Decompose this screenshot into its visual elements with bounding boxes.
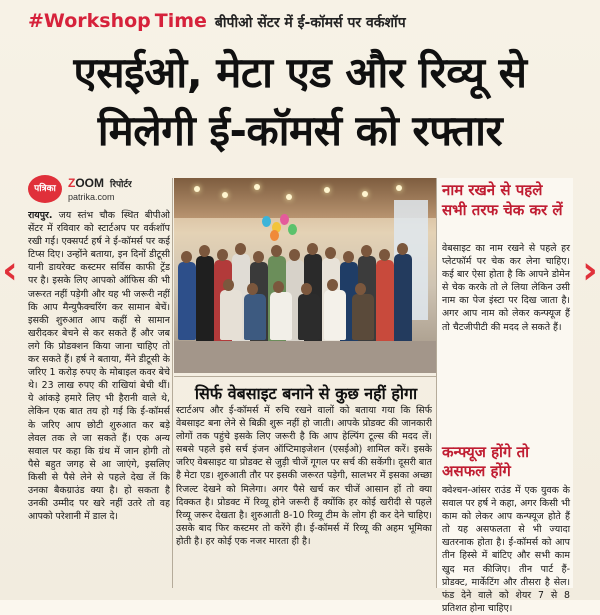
person-head	[379, 249, 390, 261]
person-figure	[324, 290, 346, 340]
person-figure	[394, 254, 412, 346]
site-url: patrika.com	[68, 192, 115, 202]
headline-line-2: मिलेगी ई-कॉमर्स को रफ्तार	[97, 106, 503, 155]
person-head	[361, 245, 372, 257]
sidebar-text-2: क्वेश्चन-आंसर राउंड में एक युवक के सवाल पर हर्ष ने कहा, अगर किसी भी काम को लेकर आप कन्फ्यूज होते हैं तो यह असफलता से भी ज्यादा खतरनाक होता है। ई-कॉमर्स को आप तीन हिस्से में बांटिए और सभी काम खुद मत कीजिए। तीन पार्ट हैं- प्रोडक्ट, मार्केटिंग और तीसरा है सेल। फंड देने वाले को शेयर 7 से 8 प्रतिशत होना चाहिए।	[442, 485, 570, 614]
next-page-arrow-icon[interactable]: ›	[582, 248, 598, 292]
ceiling-light-icon	[222, 192, 228, 198]
person-head	[301, 283, 312, 295]
person-head	[325, 247, 336, 259]
photo-floor	[174, 341, 436, 373]
person-head	[223, 279, 234, 291]
person-figure	[352, 294, 374, 340]
person-head	[199, 245, 210, 257]
sidebar-box	[437, 178, 573, 614]
balloon-icon	[280, 214, 289, 225]
byline	[28, 175, 174, 205]
person-figure	[270, 292, 292, 340]
person-head	[247, 283, 258, 295]
article-mid-heading: सिर्फ वेबसाइट बनाने से कुछ नहीं होगा	[194, 384, 418, 403]
person-head	[181, 251, 192, 263]
headline-line-1: एसईओ, मेटा एड और रिव्यू से	[73, 48, 527, 97]
balloon-icon	[270, 230, 279, 241]
ceiling-light-icon	[324, 187, 330, 193]
tag-workshop: #Workshop	[28, 10, 151, 32]
sidebar-text-1: वेबसाइट का नाम रखने से पहले हर प्लेटफॉर्म पर चेक कर लेना चाहिए। कई बार ऐसा होता है कि आपने डोमेन से चेक करके तो ले लिया लेकिन उसी नाम का पेज इंस्टा पर दिख जाता है। अगर आप नाम को लेकर कन्फ्यूज हैं तो चैटजीपीटी की मदद ले सकते हैं।	[442, 243, 570, 333]
person-head	[273, 281, 284, 293]
person-head	[307, 243, 318, 255]
ceiling-light-icon	[286, 194, 292, 200]
ceiling-light-icon	[254, 184, 260, 190]
article-left-column	[28, 209, 170, 587]
person-figure	[220, 290, 242, 340]
person-head	[343, 251, 354, 263]
person-head	[271, 245, 282, 257]
reporter-label: रिपोर्टर	[110, 180, 132, 190]
person-head	[253, 251, 264, 263]
person-figure	[298, 294, 320, 340]
sidebar-heading-2: कन्फ्यूज होंगे तो असफल होंगे	[442, 443, 530, 480]
person-figure	[376, 260, 394, 344]
section-tagline	[28, 10, 406, 32]
person-figure	[244, 294, 266, 340]
tag-subtitle: बीपीओ सेंटर में ई-कॉमर्स पर वर्कशॉप	[214, 15, 406, 31]
patrika-logo: पत्रिका	[28, 175, 62, 203]
person-figure	[178, 262, 196, 340]
group-photo	[174, 178, 436, 373]
ceiling-light-icon	[396, 185, 402, 191]
column-divider-left	[172, 178, 173, 588]
zoom-logo: ZOOM	[68, 176, 105, 190]
dateline: रायपुर.	[28, 210, 53, 221]
article-mid-body: स्टार्टअप और ई-कॉमर्स में रुचि रखने वालों को बताया गया कि सिर्फ वेबसाइट बना लेने से बिक्री शुरू नहीं हो जाती। आपके प्रोडक्ट की जानकारी लोगों तक पहुंचे इसके लिए जरूरी है कि आप हेल्पिंग टूल्स की मदद लें। सबसे पहले इसे सर्च इंजन ऑप्टिमाइजेशन (एसईओ) शामिल करें। इसके जरिए वेबसाइट या प्रोडक्ट से जुड़ी चीजें गूगल पर सर्च की सकेंगी। दूसरी बात है मेटा एड। शुरुआती तौर पर इसकी जरूरत पड़ेगी, सालभर में इसका अच्छा रिजल्ट देखने को मिलेगा। अगर पैसे खर्च कर चीजें आसान हों तो क्या दिक्कत है। प्रोडक्ट में रिव्यू होने जरूरी हैं क्योंकि हर कोई खरीदी से पहले रिव्यू जरूर देखता है। शुरुआती 8-10 रिव्यू टीम के लोग ही कर देने चाहिए। उसके बाद फिर कस्टमर तो करेंगे ही। ई-कॉमर्स में रिव्यू की अहम भूमिका होती है। हर कोई एक नजर मारता ही है।	[176, 405, 432, 547]
ceiling-light-icon	[194, 186, 200, 192]
person-figure	[196, 256, 214, 342]
sidebar-heading-1: नाम रखने से पहले सभी तरफ चेक कर लें	[442, 181, 563, 219]
person-head	[397, 243, 408, 255]
person-head	[289, 249, 300, 261]
ceiling-light-icon	[362, 191, 368, 197]
photo-divider	[174, 376, 436, 377]
article-left-body: जय स्तंभ चौक स्थित बीपीओ सेंटर में रविवार को स्टार्टअप पर वर्कशॉप रखी गई। एक्सपर्ट हर्ष ने ई-कॉमर्स पर कई टिप्स दिए। उन्होंने बताया, इन दिनों डीटूसी यानी डायरेक्ट कस्टमर सर्विस काफी ट्रेंड पर है। इसके लिए आपको ऑफिस की भी जरूरत नहीं पड़ेगी और यह भी जरूरी नहीं कि आप मैन्युफैक्चरिंग कर सामान बेचें। इसकी शुरुआत आप कहीं से सामान खरीदकर बेचने से कर सकते हैं और जब लगे कि प्रोडक्शन किया जाना चाहिए तो कर सकते हैं। हर्ष ने बताया, मैंने डीटूसी के जरिए 1 करोड़ रुपए के मोबाइल कवर बेचे थे। 23 लाख रुपए की राखियां बेची थीं। ये आंकड़े हमारे लिए भी हैरानी वाले थे, लेकिन एक बात तय हो गई कि ई-कॉमर्स के जरिए आप छोटी शुरुआत कर बड़े लेवल तक ले जा सकते हैं। एक अन्य सवाल पर कहा कि ग्रंथ में जान होगी तो पैसे बहुत जगह से आ जाएंगे, इसलिए किसी से पैसे लेने से पहले देख लें कि उनका बैकग्राउंड क्या है। हो सकता है उनकी उम्मीद पर खरे नहीं उतरे तो वह आपको परेशानी में डाल दे।	[28, 210, 170, 523]
person-head	[217, 249, 228, 261]
person-head	[327, 279, 338, 291]
person-head	[235, 243, 246, 255]
tag-time: Time	[154, 10, 207, 32]
balloon-icon	[262, 216, 271, 227]
previous-page-arrow-icon[interactable]: ‹	[2, 248, 18, 292]
person-head	[355, 283, 366, 295]
balloon-icon	[288, 224, 297, 235]
